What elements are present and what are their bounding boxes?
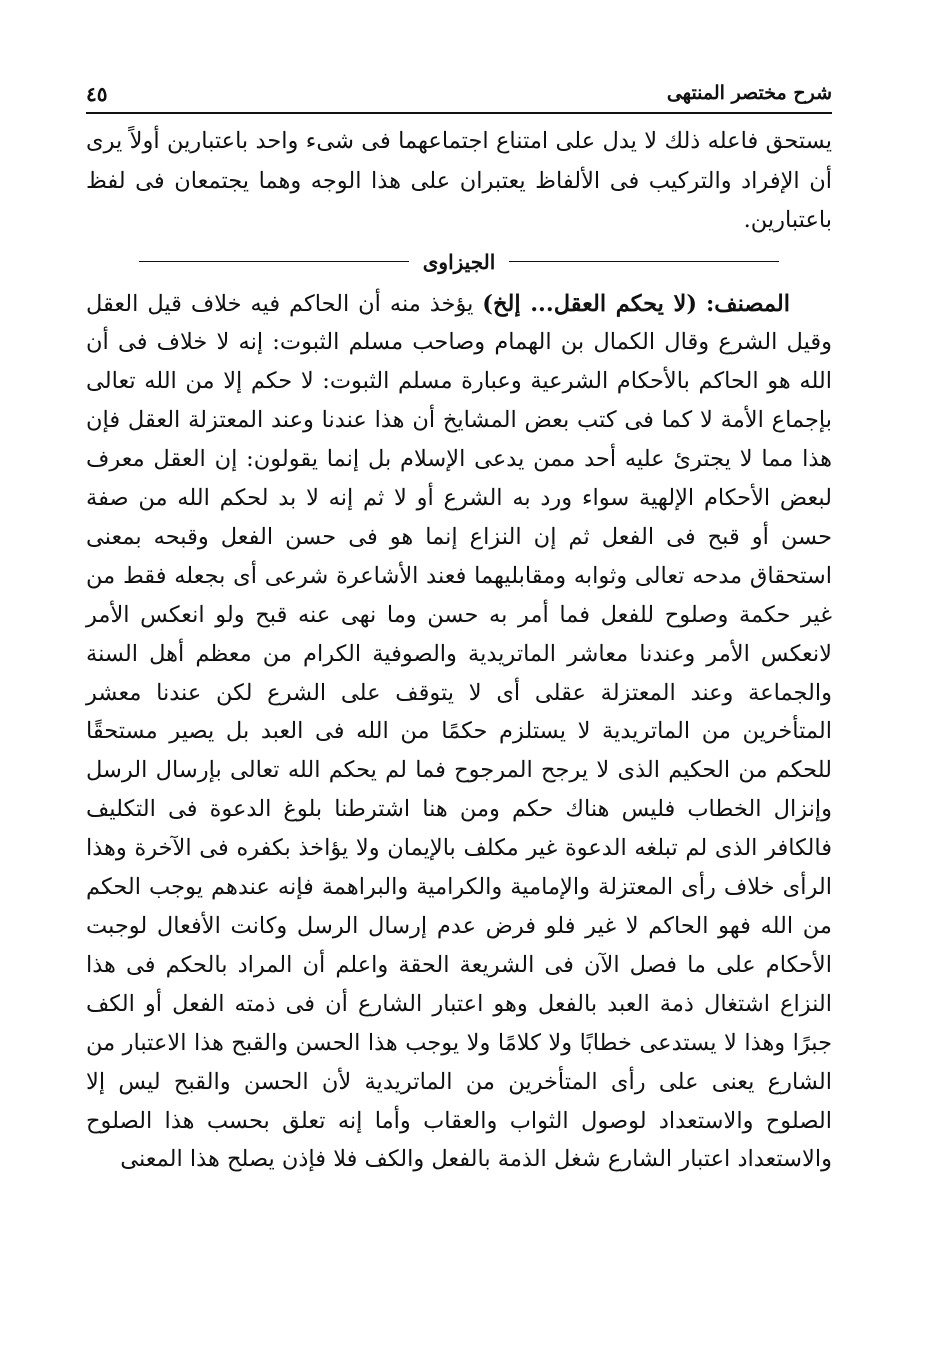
commentary-paragraph: [86, 285, 832, 1180]
book-title: شرح مختصر المنتهى: [666, 82, 832, 104]
upper-paragraph: يستحق فاعله ذلك لا يدل على امتناع اجتماعهما فى شىء واحد باعتبارين أولاً يرى أن الإفراد والتركيب فى الألفاظ يعتبران على هذا الوجه وهما يجتمعان فى لفظ باعتبارين.: [86, 128, 832, 233]
page-number: ٤٥: [86, 82, 108, 106]
upper-text-block: [86, 122, 832, 241]
book-page: [86, 78, 832, 1338]
commentary-body: يؤخذ منه أن الحاكم فيه خلاف قيل العقل وقيل الشرع وقال الكمال بن الهمام وصاحب مسلم الثبوت: إنه لا خلاف فى أن الله هو الحاكم بالأحكام الشرعية وعبارة مسلم الثبوت: لا حكم إلا من الله تعالى بإجماع الأمة لا كما فى كتب بعض المشايخ أن هذا عندنا وعند المعتزلة العقل فإن هذا مما لا يجترئ عليه أحد ممن يدعى الإسلام بل إنما يقولون: إن العقل معرف لبعض الأحكام الإلهية سواء ورد به الشرع أو لا ثم إنه لا بد لحكم الله من صفة حسن أو قبح فى الفعل ثم إن النزاع إنما هو فى حسن الفعل وقبحه بمعنى استحقاق مدحه تعالى وثوابه ومقابليهما فعند الأشاعرة شرعى أى بجعله فقط من غير حكمة وصلوح للفعل فما أمر به حسن وما نهى عنه قبح ولو انعكس الأمر لانعكس الأمر وعندنا معاشر الماتريدية والصوفية الكرام من معظم أهل السنة والجماعة وعند المعتزلة عقلى أى لا يتوقف على الشرع لكن عندنا معشر المتأخرين من الماتريدية لا يستلزم حكمًا من الله فى العبد بل يصير مستحقًا للحكم من الحكيم الذى لا يرجح المرجوح فما لم يحكم الله تعالى بإرسال الرسل وإنزال الخطاب فليس هناك حكم ومن هنا اشترطنا بلوغ الدعوة فى التكليف فالكافر الذى لم تبلغه الدعوة غير مكلف بالإيمان ولا يؤاخذ بكفره فى الآخرة وهذا الرأى خلاف رأى المعتزلة والإمامية والكرامية والبراهمة فإنه عندهم يوجب الحكم من الله فهو الحاكم لا غير فلو فرض عدم إرسال الرسل وكانت الأفعال لوجبت الأحكام على ما فصل الآن فى الشريعة الحقة واعلم أن المراد بالحكم فى هذا النزاع اشتغال ذمة العبد بالفعل وهو اعتبار الشارع أن فى ذمته الفعل أو الكف جبرًا وهذا لا يستدعى خطابًا ولا كلامًا ولا يوجب هذا الحسن والقبح هذا الاعتبار من الشارع يعنى على رأى المتأخرين من الماتريدية لأن الحسن والقبح ليس إلا الصلوح والاستعداد لوصول الثواب والعقاب وأما إنه تعلق بحسب هذا الصلوح والاستعداد اعتبار الشارع شغل الذمة بالفعل والكف فلا فإذن يصلح هذا المعنى: [86, 290, 832, 1173]
section-title: الجيزاوى: [422, 249, 496, 274]
section-divider: [86, 247, 832, 277]
commentary-label: المصنف:: [705, 290, 790, 317]
running-header: [86, 78, 832, 114]
commentary-block: [86, 285, 832, 1180]
divider-line-right: [509, 261, 779, 262]
divider-line-left: [139, 261, 409, 262]
commentary-quote: (لا يحكم العقل... إلخ): [482, 290, 698, 317]
